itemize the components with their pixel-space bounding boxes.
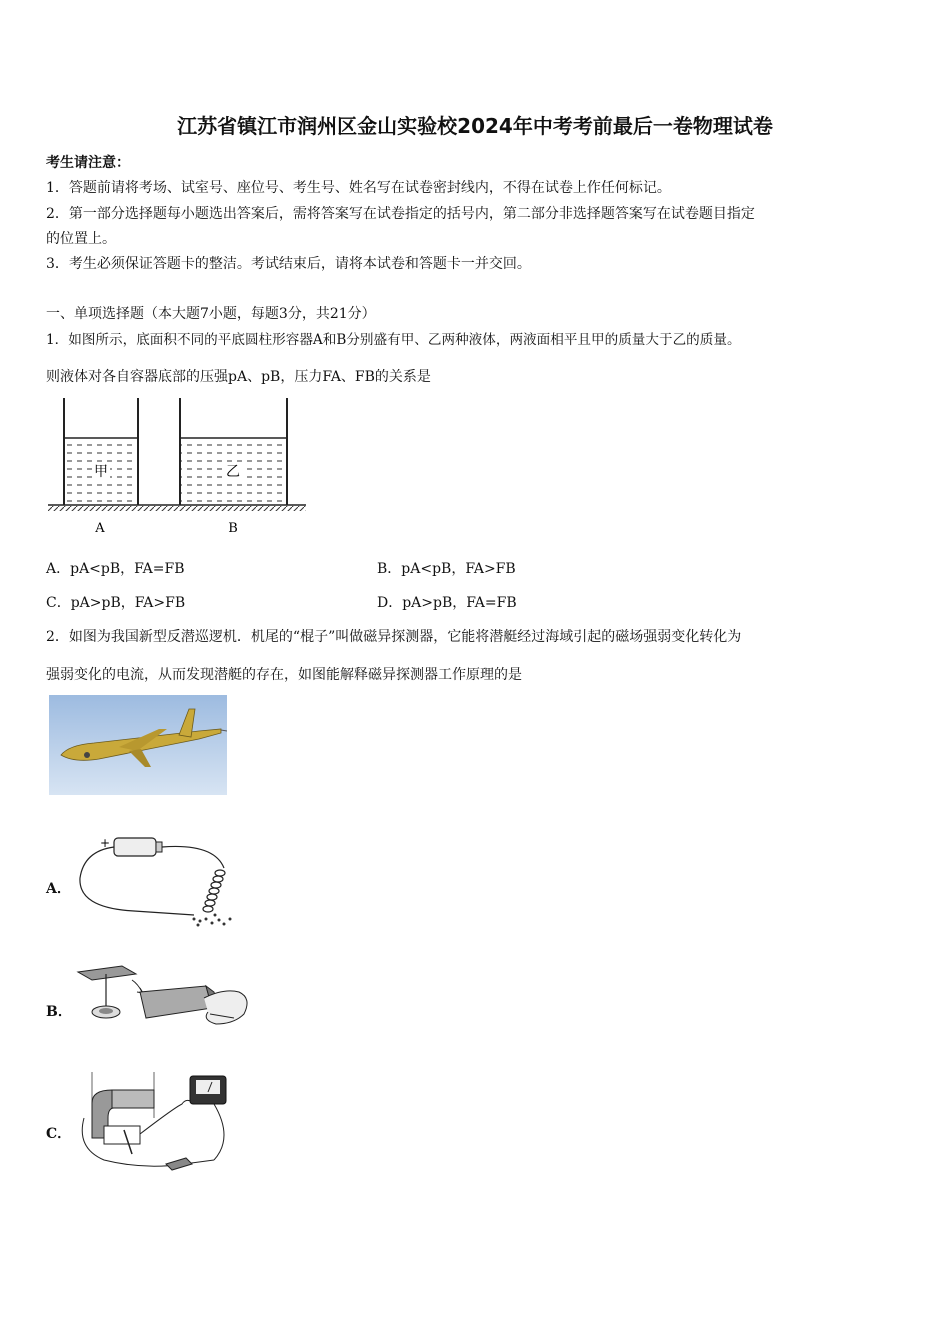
container-b-label: B (228, 521, 238, 536)
q1-option-d: D．pA>pB，FA=FB (377, 595, 517, 611)
question-2-line-2: 强弱变化的电流，从而发现潜艇的存在，如图能解释磁异探测器工作原理的是 (46, 667, 522, 683)
induction-figure (74, 1068, 254, 1178)
q1-option-b: B．pA<pB，FA>FB (377, 561, 516, 577)
q1-option-a: A．pA<pB，FA=FB (46, 561, 185, 577)
q2-option-a-label: A． (46, 881, 71, 897)
q1-option-c: C．pA>pB，FA>FB (46, 595, 186, 611)
question-2-line-1: 2．如图为我国新型反潜巡逻机．机尾的“棍子”叫做磁异探测器，它能将潜艇经过海域引起的磁场强弱变化转化为 (46, 629, 742, 645)
liquid-a-label: 甲 (94, 464, 108, 480)
liquid-b-label: 乙 (226, 464, 240, 480)
notice-item: 3．考生必须保证答题卡的整洁。考试结束后，请将本试卷和答题卡一并交回。 (46, 256, 531, 272)
container-a-label: A (95, 521, 105, 536)
question-1-line-1: 1．如图所示，底面积不同的平底圆柱形容器A和B分别盛有甲、乙两种液体，两液面相平且甲的质量大于乙的质量。 (46, 332, 741, 348)
magnet-needle-figure (74, 962, 252, 1034)
containers-figure (46, 393, 311, 543)
patrol-aircraft-image (49, 695, 227, 795)
notice-item: 1．答题前请将考场、试室号、座位号、考生号、姓名写在试卷密封线内，不得在试卷上作任何标记。 (46, 180, 671, 196)
notice-item: 2．第一部分选择题每小题选出答案后，需将答案写在试卷指定的括号内，第二部分非选择题答案写在试卷题目指定 (46, 206, 755, 222)
notice-heading: 考生请注意： (46, 155, 130, 171)
notice-item: 的位置上。 (46, 231, 116, 247)
q2-option-c-label: C． (46, 1126, 72, 1142)
question-1-line-2: 则液体对各自容器底部的压强pA、pB，压力FA、FB的关系是 (46, 369, 431, 385)
svg-text:+: + (100, 836, 111, 850)
q2-option-b-label: B． (46, 1004, 72, 1020)
page-title: 江苏省镇江市润州区金山实验校2024年中考考前最后一卷物理试卷 (177, 114, 773, 138)
section-heading: 一、单项选择题（本大题7小题，每题3分，共21分） (46, 306, 376, 322)
electromagnet-figure (74, 833, 249, 933)
